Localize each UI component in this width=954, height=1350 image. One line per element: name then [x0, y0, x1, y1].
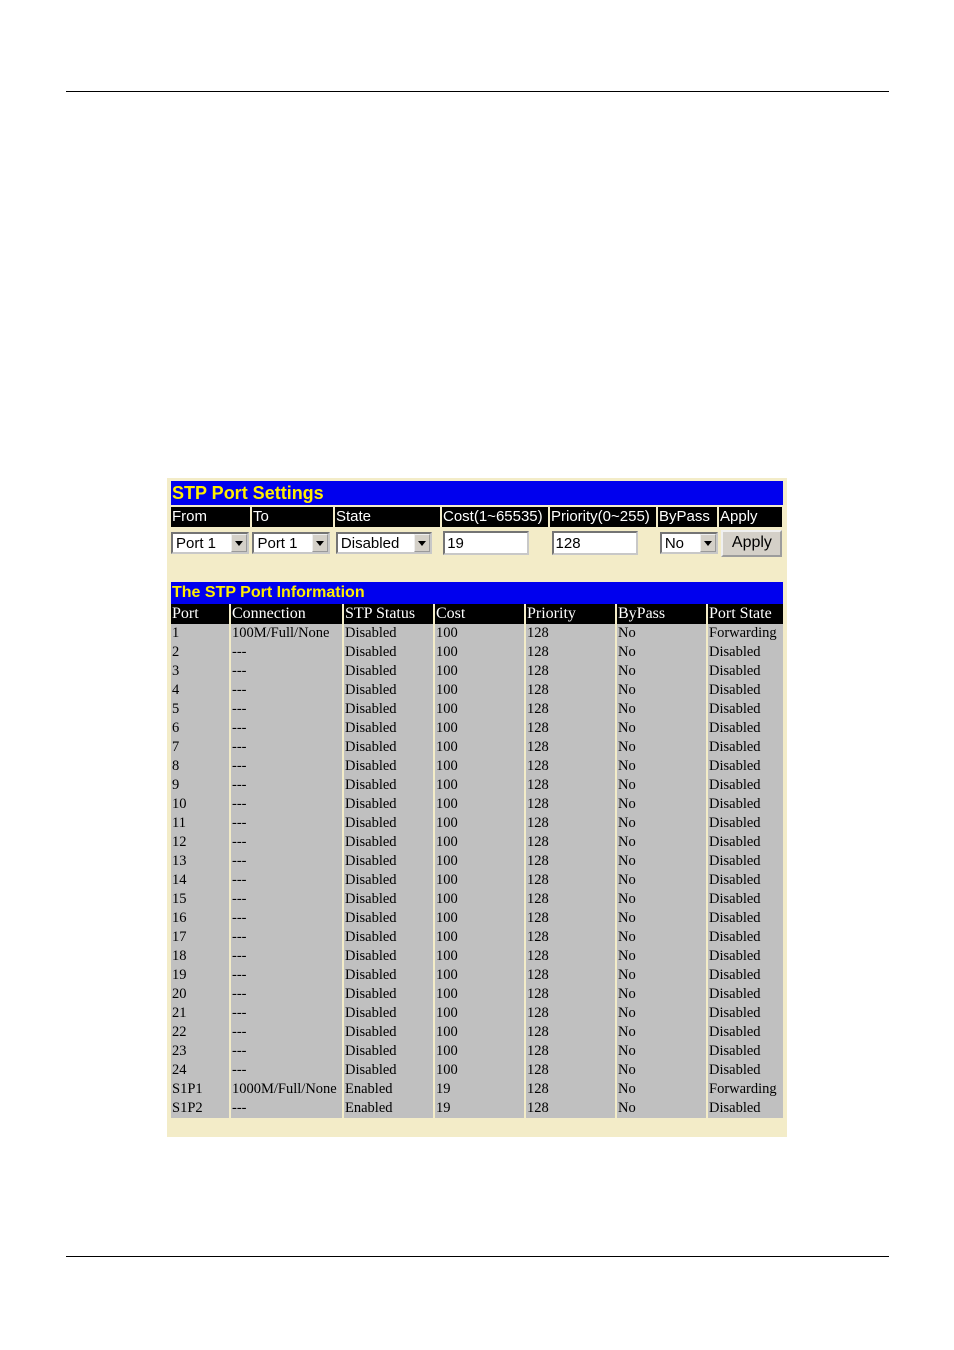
table-row — [171, 871, 783, 890]
priority-cell: 128 — [526, 643, 615, 662]
port-state-cell: Disabled — [708, 795, 783, 814]
port-cell: 24 — [171, 1061, 229, 1080]
bypass-cell: No — [617, 738, 706, 757]
connection-cell: --- — [231, 947, 342, 966]
port-cell: 21 — [171, 1004, 229, 1023]
table-row — [171, 719, 783, 738]
bypass-cell: No — [617, 966, 706, 985]
table-row — [171, 1042, 783, 1061]
priority-cell: 128 — [526, 928, 615, 947]
connection-cell: --- — [231, 871, 342, 890]
priority-column-header: Priority — [526, 604, 615, 624]
table-row — [171, 776, 783, 795]
cost-cell: 100 — [435, 852, 524, 871]
from-port-value: Port 1 — [176, 534, 217, 552]
stp-status-cell: Disabled — [344, 871, 433, 890]
stp-port-info-table — [169, 604, 785, 1118]
bypass-cell: No — [617, 947, 706, 966]
bypass-cell: No — [617, 909, 706, 928]
cost-cell: 100 — [435, 890, 524, 909]
cost-input[interactable] — [443, 531, 529, 555]
cost-cell: 100 — [435, 643, 524, 662]
port-state-cell: Disabled — [708, 871, 783, 890]
cost-cell: 100 — [435, 966, 524, 985]
stp-status-cell: Disabled — [344, 985, 433, 1004]
table-row — [171, 757, 783, 776]
state-select[interactable] — [336, 532, 432, 554]
port-cell: 17 — [171, 928, 229, 947]
cost-cell: 100 — [435, 624, 524, 643]
stp-status-cell: Disabled — [344, 662, 433, 681]
cost-cell: 19 — [435, 1080, 524, 1099]
port-cell: 13 — [171, 852, 229, 871]
connection-cell: --- — [231, 852, 342, 871]
table-row — [171, 1004, 783, 1023]
port-cell: 20 — [171, 985, 229, 1004]
chevron-down-icon[interactable] — [231, 534, 247, 552]
stp-panel — [167, 478, 787, 1137]
priority-cell: 128 — [526, 947, 615, 966]
cost-cell: 100 — [435, 814, 524, 833]
stp-status-cell: Disabled — [344, 1042, 433, 1061]
bypass-cell: No — [617, 662, 706, 681]
bypass-column-header: ByPass — [617, 604, 706, 624]
port-state-cell: Disabled — [708, 700, 783, 719]
port-state-cell: Disabled — [708, 947, 783, 966]
priority-cell: 128 — [526, 909, 615, 928]
bypass-cell: No — [617, 1099, 706, 1118]
stp-status-cell: Disabled — [344, 795, 433, 814]
bypass-cell: No — [617, 719, 706, 738]
port-cell: 8 — [171, 757, 229, 776]
priority-cell: 128 — [526, 738, 615, 757]
chevron-down-icon[interactable] — [414, 534, 430, 552]
chevron-down-icon[interactable] — [700, 534, 716, 552]
port-state-cell: Disabled — [708, 928, 783, 947]
connection-cell: --- — [231, 719, 342, 738]
connection-cell: --- — [231, 890, 342, 909]
port-state-cell: Disabled — [708, 909, 783, 928]
cost-header: Cost(1~65535) — [442, 507, 548, 527]
table-row — [171, 738, 783, 757]
port-cell: S1P1 — [171, 1080, 229, 1099]
port-cell: 2 — [171, 643, 229, 662]
from-port-select[interactable] — [171, 532, 249, 554]
connection-cell: --- — [231, 700, 342, 719]
cost-cell: 100 — [435, 909, 524, 928]
table-row — [171, 1061, 783, 1080]
bypass-cell: No — [617, 1042, 706, 1061]
stp-status-cell: Disabled — [344, 928, 433, 947]
port-cell: 3 — [171, 662, 229, 681]
port-state-cell: Forwarding — [708, 1080, 783, 1099]
port-state-cell: Disabled — [708, 719, 783, 738]
stp-status-column-header: STP Status — [344, 604, 433, 624]
priority-cell: 128 — [526, 681, 615, 700]
priority-cell: 128 — [526, 1023, 615, 1042]
bypass-cell: No — [617, 1061, 706, 1080]
bypass-cell: No — [617, 795, 706, 814]
cost-cell: 100 — [435, 1004, 524, 1023]
port-cell: 18 — [171, 947, 229, 966]
priority-cell: 128 — [526, 1099, 615, 1118]
connection-cell: 100M/Full/None — [231, 624, 342, 643]
connection-cell: --- — [231, 643, 342, 662]
table-row — [171, 833, 783, 852]
bypass-cell: No — [617, 643, 706, 662]
bypass-cell: No — [617, 814, 706, 833]
cost-cell: 100 — [435, 985, 524, 1004]
bypass-cell: No — [617, 1080, 706, 1099]
port-cell: 4 — [171, 681, 229, 700]
connection-cell: --- — [231, 985, 342, 1004]
cost-cell: 100 — [435, 871, 524, 890]
priority-cell: 128 — [526, 700, 615, 719]
state-value: Disabled — [340, 534, 400, 552]
port-cell: 5 — [171, 700, 229, 719]
cost-cell: 19 — [435, 1099, 524, 1118]
port-state-cell: Disabled — [708, 1004, 783, 1023]
connection-cell: --- — [231, 757, 342, 776]
stp-status-cell: Disabled — [344, 624, 433, 643]
table-row — [171, 890, 783, 909]
cost-cell: 100 — [435, 928, 524, 947]
priority-input[interactable] — [552, 531, 638, 555]
apply-header: Apply — [719, 507, 782, 527]
cost-cell: 100 — [435, 833, 524, 852]
cost-cell: 100 — [435, 1023, 524, 1042]
stp-status-cell: Disabled — [344, 833, 433, 852]
from-header: From — [171, 507, 250, 527]
stp-status-cell: Disabled — [344, 814, 433, 833]
port-state-column-header: Port State — [708, 604, 783, 624]
table-row — [171, 643, 783, 662]
bypass-cell: No — [617, 624, 706, 643]
bypass-header: ByPass — [658, 507, 717, 527]
priority-cell: 128 — [526, 966, 615, 985]
stp-status-cell: Disabled — [344, 1061, 433, 1080]
port-state-cell: Disabled — [708, 681, 783, 700]
stp-status-cell: Disabled — [344, 852, 433, 871]
stp-status-cell: Disabled — [344, 776, 433, 795]
priority-cell: 128 — [526, 1080, 615, 1099]
connection-cell: --- — [231, 776, 342, 795]
stp-status-cell: Disabled — [344, 681, 433, 700]
settings-form-row — [171, 529, 783, 557]
cost-cell: 100 — [435, 700, 524, 719]
table-row — [171, 966, 783, 985]
cost-cell: 100 — [435, 757, 524, 776]
bypass-cell: No — [617, 757, 706, 776]
bypass-cell: No — [617, 852, 706, 871]
priority-cell: 128 — [526, 833, 615, 852]
chevron-down-icon[interactable] — [312, 534, 328, 552]
stp-status-cell: Disabled — [344, 909, 433, 928]
state-header: State — [335, 507, 440, 527]
table-row — [171, 795, 783, 814]
connection-cell: --- — [231, 928, 342, 947]
priority-cell: 128 — [526, 985, 615, 1004]
port-cell: 22 — [171, 1023, 229, 1042]
apply-button[interactable]: Apply — [721, 530, 782, 557]
table-row — [171, 700, 783, 719]
table-row — [171, 624, 783, 643]
stp-status-cell: Disabled — [344, 890, 433, 909]
port-cell: 6 — [171, 719, 229, 738]
connection-cell: --- — [231, 909, 342, 928]
table-row — [171, 928, 783, 947]
bypass-cell: No — [617, 890, 706, 909]
bypass-cell: No — [617, 928, 706, 947]
port-state-cell: Disabled — [708, 662, 783, 681]
table-header-row — [171, 604, 783, 624]
port-state-cell: Disabled — [708, 1061, 783, 1080]
priority-cell: 128 — [526, 719, 615, 738]
connection-column-header: Connection — [231, 604, 342, 624]
table-row — [171, 1080, 783, 1099]
bypass-cell: No — [617, 1004, 706, 1023]
connection-cell: --- — [231, 1023, 342, 1042]
cost-cell: 100 — [435, 1061, 524, 1080]
port-state-cell: Disabled — [708, 833, 783, 852]
bypass-select[interactable] — [660, 532, 718, 554]
bypass-cell: No — [617, 681, 706, 700]
connection-cell: --- — [231, 1004, 342, 1023]
connection-cell: --- — [231, 795, 342, 814]
table-row — [171, 852, 783, 871]
connection-cell: --- — [231, 814, 342, 833]
priority-cell: 128 — [526, 852, 615, 871]
table-body — [171, 624, 783, 1118]
port-cell: 23 — [171, 1042, 229, 1061]
bypass-cell: No — [617, 700, 706, 719]
cost-cell: 100 — [435, 719, 524, 738]
cost-cell: 100 — [435, 681, 524, 700]
port-state-cell: Disabled — [708, 814, 783, 833]
port-cell: 11 — [171, 814, 229, 833]
cost-cell: 100 — [435, 738, 524, 757]
to-port-select[interactable] — [252, 532, 330, 554]
priority-cell: 128 — [526, 624, 615, 643]
stp-status-cell: Disabled — [344, 1004, 433, 1023]
port-state-cell: Disabled — [708, 985, 783, 1004]
bypass-cell: No — [617, 985, 706, 1004]
connection-cell: --- — [231, 1042, 342, 1061]
bypass-cell: No — [617, 833, 706, 852]
cost-column-header: Cost — [435, 604, 524, 624]
connection-cell: --- — [231, 966, 342, 985]
cost-cell: 100 — [435, 947, 524, 966]
stp-status-cell: Enabled — [344, 1099, 433, 1118]
settings-header-row — [171, 507, 783, 527]
priority-cell: 128 — [526, 662, 615, 681]
port-cell: 15 — [171, 890, 229, 909]
port-cell: 14 — [171, 871, 229, 890]
priority-cell: 128 — [526, 890, 615, 909]
port-state-cell: Disabled — [708, 1042, 783, 1061]
connection-cell: 1000M/Full/None — [231, 1080, 342, 1099]
bypass-cell: No — [617, 776, 706, 795]
port-state-cell: Disabled — [708, 776, 783, 795]
port-state-cell: Forwarding — [708, 624, 783, 643]
stp-status-cell: Disabled — [344, 947, 433, 966]
table-row — [171, 681, 783, 700]
port-cell: 1 — [171, 624, 229, 643]
port-cell: 10 — [171, 795, 229, 814]
stp-status-cell: Disabled — [344, 719, 433, 738]
cost-cell: 100 — [435, 795, 524, 814]
port-cell: 19 — [171, 966, 229, 985]
table-row — [171, 814, 783, 833]
table-row — [171, 985, 783, 1004]
port-state-cell: Disabled — [708, 738, 783, 757]
top-rule — [66, 91, 889, 92]
priority-cell: 128 — [526, 814, 615, 833]
priority-cell: 128 — [526, 871, 615, 890]
table-row — [171, 947, 783, 966]
port-column-header: Port — [171, 604, 229, 624]
port-cell: 16 — [171, 909, 229, 928]
priority-cell: 128 — [526, 1004, 615, 1023]
bypass-value: No — [664, 534, 684, 552]
stp-port-settings-title: STP Port Settings — [171, 481, 783, 505]
stp-status-cell: Disabled — [344, 700, 433, 719]
priority-cell: 128 — [526, 1042, 615, 1061]
port-state-cell: Disabled — [708, 1099, 783, 1118]
table-row — [171, 662, 783, 681]
stp-port-information-title: The STP Port Information — [171, 582, 783, 604]
port-cell: 9 — [171, 776, 229, 795]
port-state-cell: Disabled — [708, 890, 783, 909]
port-state-cell: Disabled — [708, 757, 783, 776]
port-state-cell: Disabled — [708, 1023, 783, 1042]
connection-cell: --- — [231, 681, 342, 700]
connection-cell: --- — [231, 1061, 342, 1080]
priority-cell: 128 — [526, 776, 615, 795]
stp-status-cell: Enabled — [344, 1080, 433, 1099]
port-state-cell: Disabled — [708, 852, 783, 871]
port-state-cell: Disabled — [708, 643, 783, 662]
table-row — [171, 909, 783, 928]
priority-cell: 128 — [526, 1061, 615, 1080]
port-state-cell: Disabled — [708, 966, 783, 985]
priority-cell: 128 — [526, 757, 615, 776]
connection-cell: --- — [231, 662, 342, 681]
bypass-cell: No — [617, 1023, 706, 1042]
to-header: To — [252, 507, 333, 527]
connection-cell: --- — [231, 833, 342, 852]
cost-cell: 100 — [435, 776, 524, 795]
cost-cell: 100 — [435, 662, 524, 681]
table-row — [171, 1099, 783, 1118]
bottom-rule — [66, 1256, 889, 1257]
port-cell: 12 — [171, 833, 229, 852]
table-row — [171, 1023, 783, 1042]
cost-cell: 100 — [435, 1042, 524, 1061]
stp-status-cell: Disabled — [344, 966, 433, 985]
stp-status-cell: Disabled — [344, 738, 433, 757]
priority-header: Priority(0~255) — [550, 507, 656, 527]
stp-status-cell: Disabled — [344, 1023, 433, 1042]
port-cell: S1P2 — [171, 1099, 229, 1118]
bypass-cell: No — [617, 871, 706, 890]
connection-cell: --- — [231, 1099, 342, 1118]
section-spacer — [171, 557, 783, 582]
to-port-value: Port 1 — [257, 534, 298, 552]
port-cell: 7 — [171, 738, 229, 757]
stp-status-cell: Disabled — [344, 643, 433, 662]
stp-status-cell: Disabled — [344, 757, 433, 776]
priority-cell: 128 — [526, 795, 615, 814]
connection-cell: --- — [231, 738, 342, 757]
